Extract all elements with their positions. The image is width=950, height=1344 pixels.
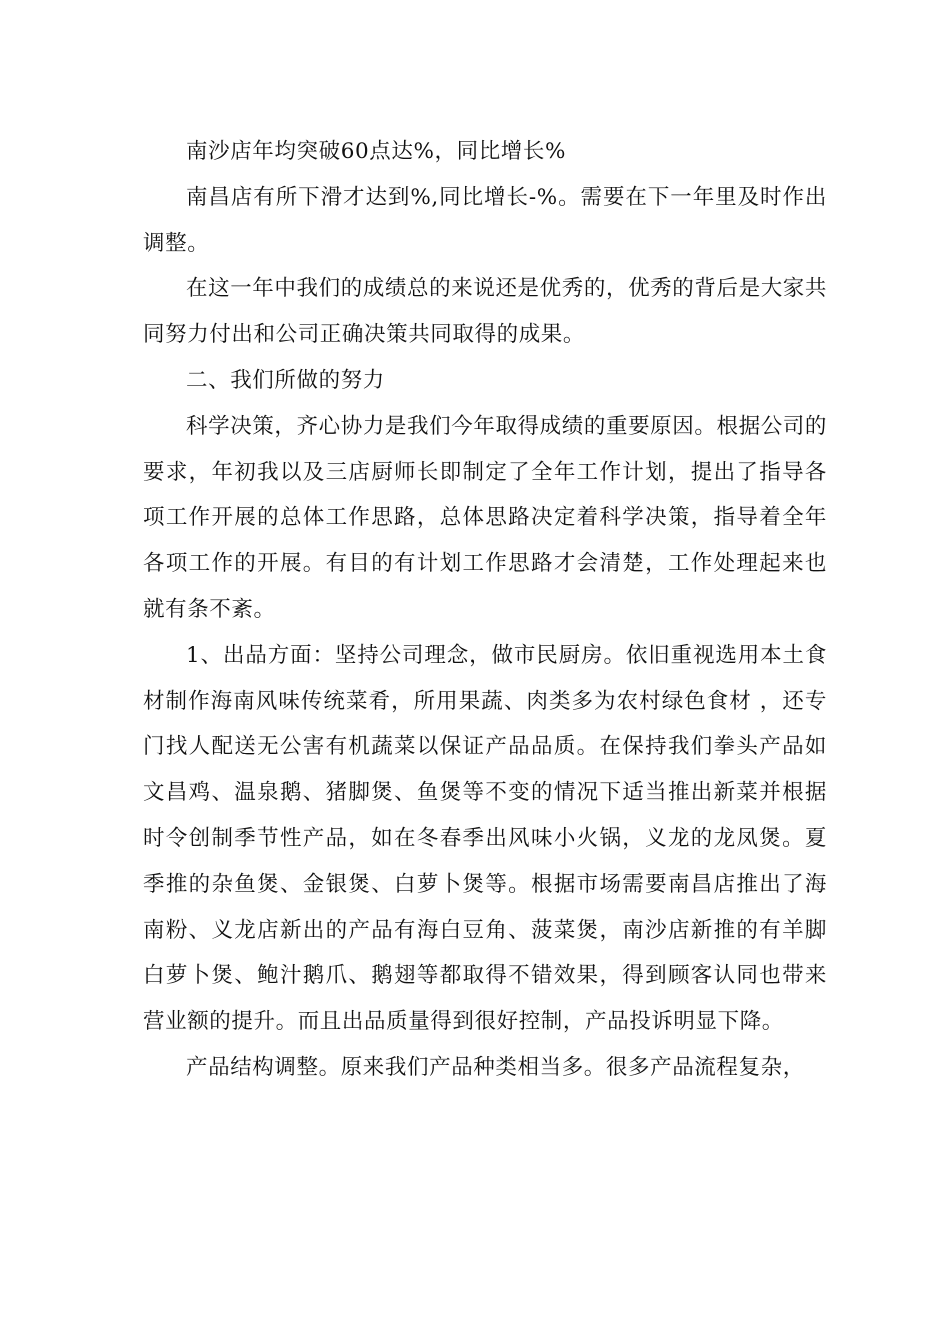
paragraph-product-output: 1、出品方面：坚持公司理念，做市民厨房。依旧重视选用本土食材制作海南风味传统菜肴，所用果蔬、肉类多为农村绿色食材 ，还专门找人配送无公害有机蔬菜以保证产品品质。在保持我们拳头产品如文昌鸡、温泉鹅、猪脚煲、鱼煲等不变的情况下适当推出新菜并根据时令创制季节性产品，如在冬春季出风味小火锅，义龙的龙凤煲。夏季推的杂鱼煲、金银煲、白萝卜煲等。根据市场需要南昌店推出了海南粉、义龙店新出的产品有海白豆角、菠菜煲，南沙店新推的有羊脚白萝卜煲、鲍汁鹅爪、鹅翅等都取得不错效果，得到顾客认同也带来营业额的提升。而且出品质量得到很好控制，产品投诉明显下降。	[143, 642, 827, 1035]
section-heading-efforts: 二、我们所做的努力	[186, 367, 385, 393]
paragraph-scientific-decision: 科学决策，齐心协力是我们今年取得成绩的重要原因。根据公司的要求，年初我以及三店厨师长即制定了全年工作计划，提出了指导各项工作开展的总体工作思路，总体思路决定着科学决策，指导着全年各项工作的开展。有目的有计划工作思路才会清楚，工作处理起来也就有条不紊。	[143, 413, 827, 622]
paragraph-nanchang-decline: 南昌店有所下滑才达到%,同比增长-%。需要在下一年里及时作出调整。	[143, 184, 827, 256]
document-body	[143, 129, 827, 1091]
paragraph-product-structure: 产品结构调整。原来我们产品种类相当多。很多产品流程复杂，	[186, 1054, 805, 1080]
paragraph-year-summary: 在这一年中我们的成绩总的来说还是优秀的，优秀的背后是大家共同努力付出和公司正确决策共同取得的成果。	[143, 276, 827, 348]
paragraph-nansha-growth: 南沙店年均突破60点达%，同比增长%	[186, 139, 567, 164]
